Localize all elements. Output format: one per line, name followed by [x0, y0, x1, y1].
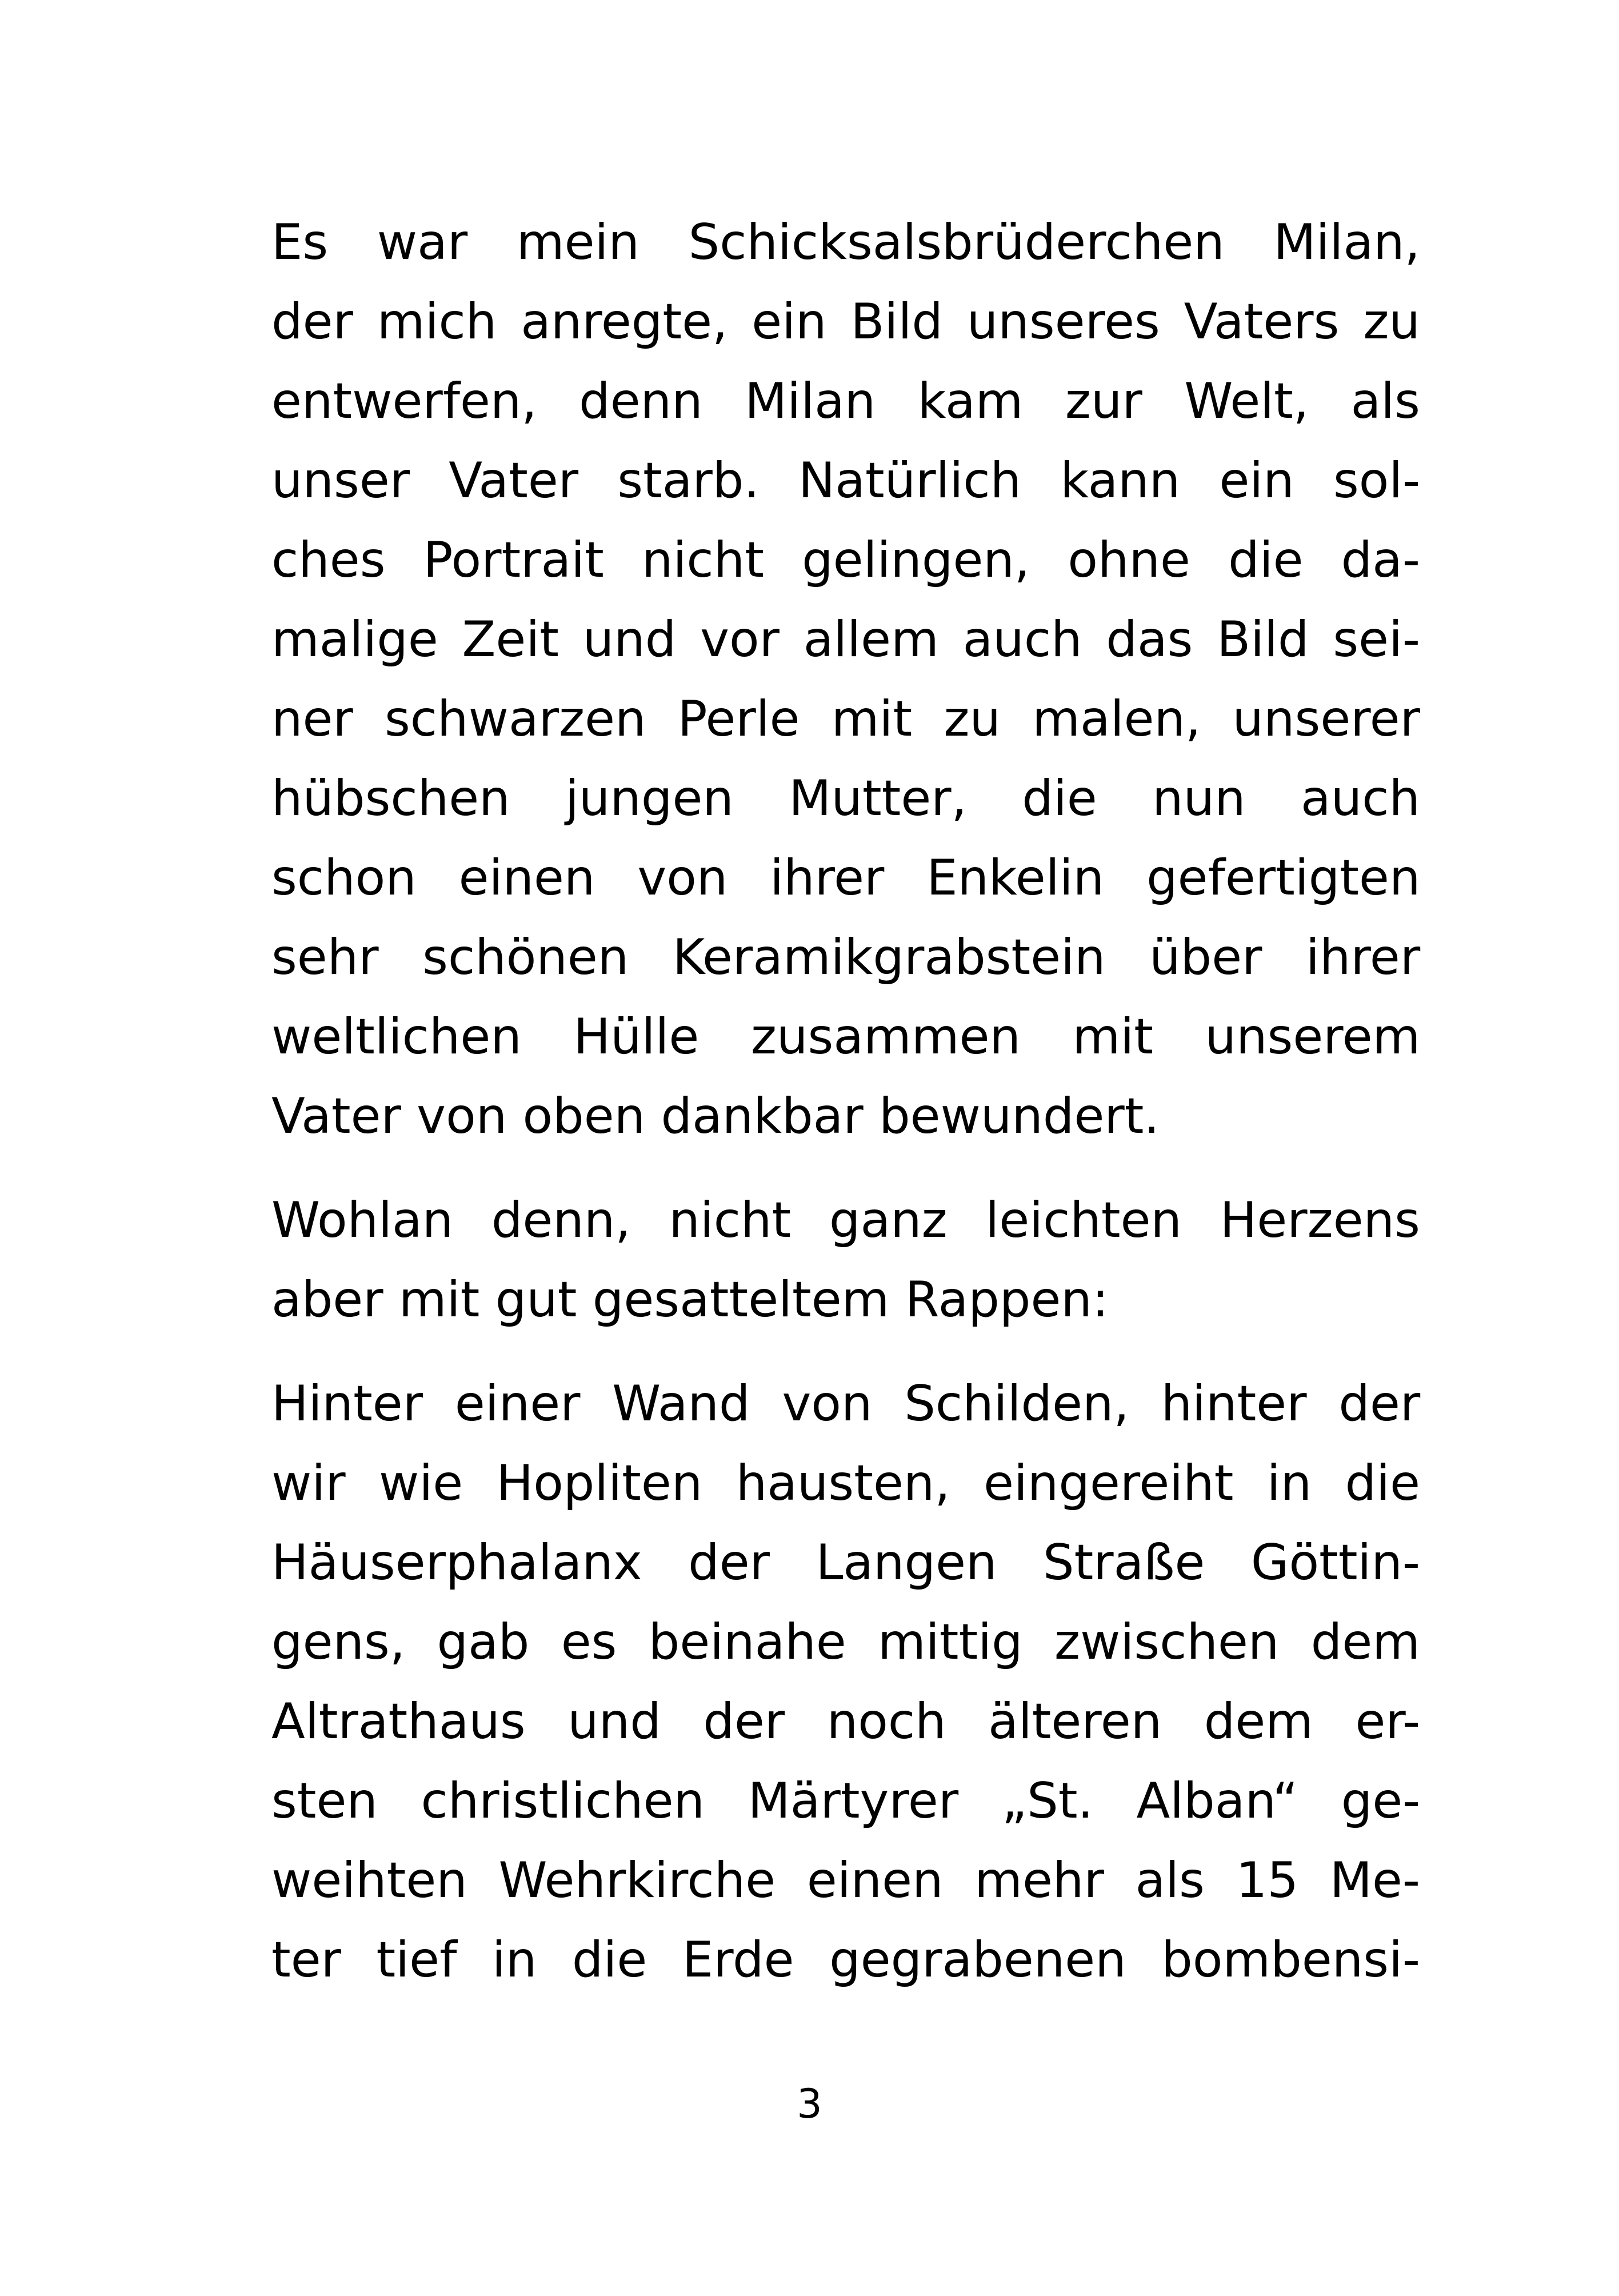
- paragraph-2: [271, 1181, 1420, 1340]
- text-line: weihten Wehrkirche einen mehr als 15 Me-: [271, 1852, 1420, 1909]
- text-line: der mich anregte, ein Bild unseres Vaters zu: [271, 293, 1420, 350]
- text-line: Altrathaus und der noch älteren dem er-: [271, 1693, 1421, 1750]
- page-number: 3: [797, 2081, 822, 2127]
- text-line: weltlichen Hülle zusammen mit unserem: [271, 1008, 1421, 1065]
- text-line: aber mit gut gesatteltem Rappen:: [271, 1271, 1109, 1328]
- text-line: hübschen jungen Mutter, die nun auch: [271, 770, 1420, 827]
- text-line: Es war mein Schicksalsbrüderchen Milan,: [271, 214, 1420, 271]
- paragraph-3: [271, 1364, 1420, 2000]
- text-line: ner schwarzen Perle mit zu malen, unserer: [271, 690, 1420, 748]
- text-line: wir wie Hopliten hausten, eingereiht in die: [271, 1455, 1420, 1512]
- text-line: Hinter einer Wand von Schilden, hinter der: [271, 1375, 1421, 1432]
- body-text: [271, 203, 1420, 2025]
- text-line: malige Zeit und vor allem auch das Bild sei-: [271, 611, 1420, 668]
- text-line: gens, gab es beinahe mittig zwischen dem: [271, 1614, 1421, 1671]
- text-line: unser Vater starb. Natürlich kann ein sol-: [271, 452, 1421, 509]
- text-line: entwerfen, denn Milan kam zur Welt, als: [271, 373, 1420, 430]
- text-line: sten christlichen Märtyrer „St. Alban“ ge-: [271, 1772, 1421, 1830]
- text-line: sehr schönen Keramikgrabstein über ihrer: [271, 929, 1421, 986]
- text-line: ter tief in die Erde gegrabenen bombensi-: [271, 1931, 1420, 1988]
- text-line: ches Portrait nicht gelingen, ohne die da-: [271, 532, 1420, 589]
- text-line: Häuserphalanx der Langen Straße Göttin-: [271, 1534, 1420, 1591]
- paragraph-1: [271, 203, 1420, 1156]
- text-line: Wohlan denn, nicht ganz leichten Herzens: [271, 1192, 1420, 1249]
- text-line: Vater von oben dankbar bewundert.: [271, 1088, 1160, 1145]
- text-line: schon einen von ihrer Enkelin gefertigten: [271, 849, 1421, 907]
